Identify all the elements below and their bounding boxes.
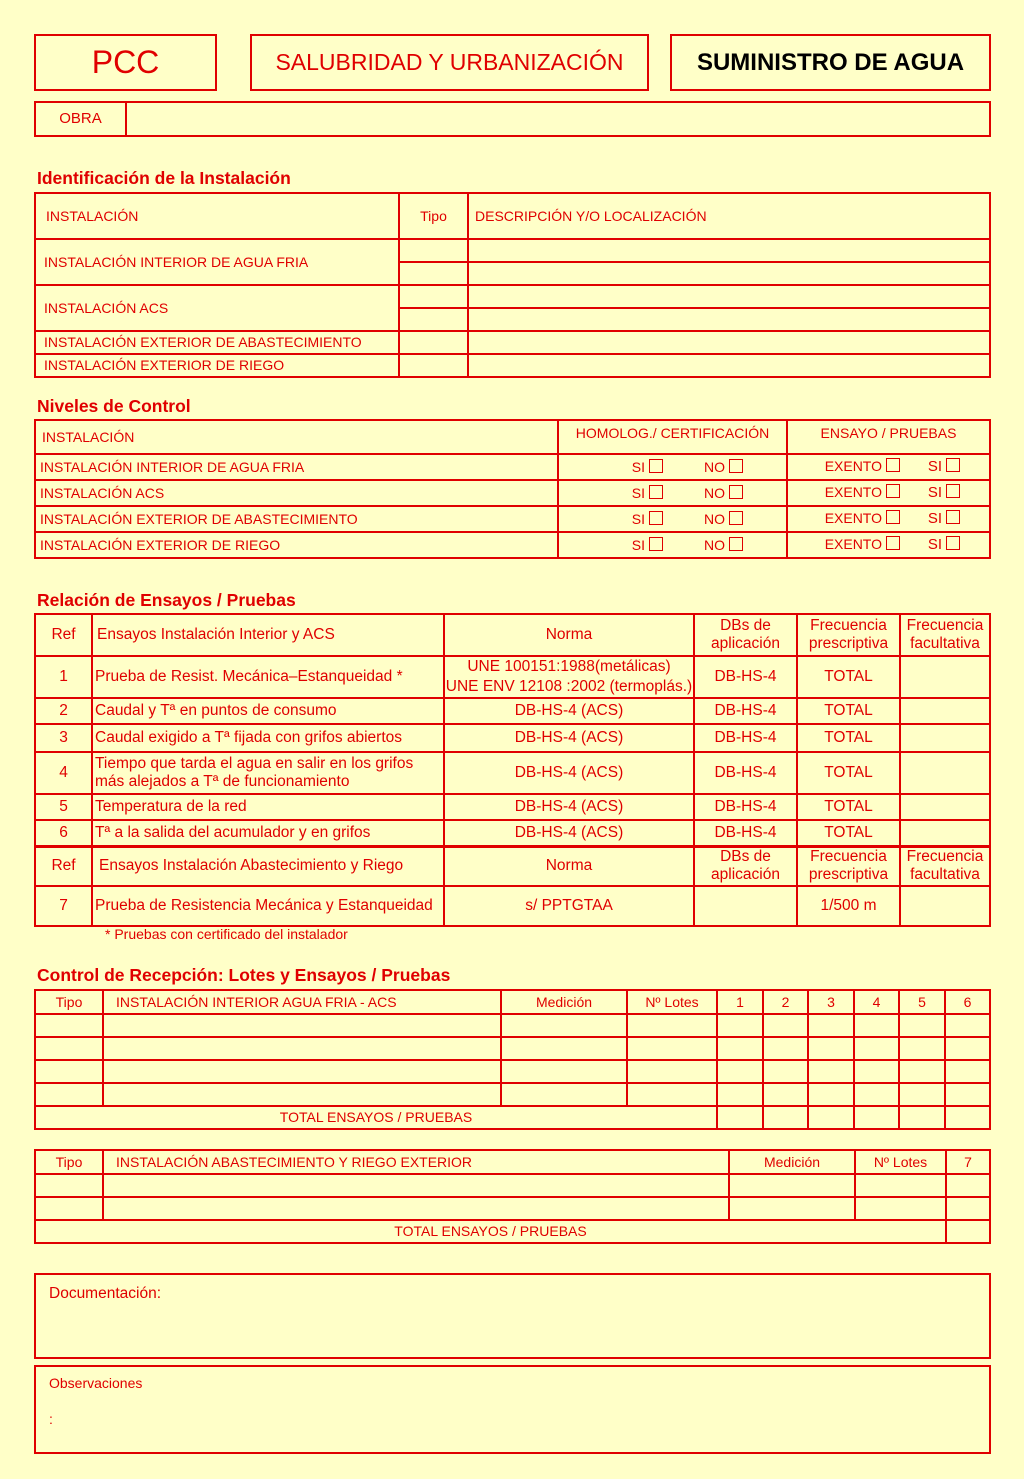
norma-line: UNE ENV 12108 :2002 (termoplás.) bbox=[445, 678, 693, 695]
cell[interactable] bbox=[808, 1106, 854, 1129]
facultativa-cell[interactable] bbox=[900, 698, 990, 724]
cell[interactable] bbox=[729, 1197, 855, 1220]
col-dbs: DBs de aplicación bbox=[694, 614, 797, 656]
cell[interactable] bbox=[854, 1106, 899, 1129]
table-row bbox=[35, 1174, 990, 1197]
section-relacion: Relación de Ensayos / Pruebas bbox=[37, 590, 296, 610]
row-interior-agua-fria: INSTALACIÓN INTERIOR DE AGUA FRIA bbox=[35, 239, 399, 285]
cell[interactable] bbox=[945, 1060, 990, 1083]
ensayo-cell: Tª a la salida del acumulador y en grifos bbox=[92, 820, 444, 846]
recepcion-table-2 bbox=[34, 1149, 991, 1244]
facultativa-cell[interactable] bbox=[900, 752, 990, 794]
cell[interactable] bbox=[855, 1174, 946, 1197]
norma-cell: DB-HS-4 (ACS) bbox=[444, 820, 694, 846]
col-instalacion: INSTALACIÓN INTERIOR AGUA FRIA - ACS bbox=[103, 990, 501, 1014]
si-label: SI bbox=[631, 510, 645, 527]
row-acs: INSTALACIÓN ACS bbox=[35, 285, 399, 331]
row-exterior-abastecimiento: INSTALACIÓN EXTERIOR DE ABASTECIMIENTO bbox=[35, 331, 399, 354]
desc-cell[interactable] bbox=[468, 354, 990, 377]
row-exterior-riego: INSTALACIÓN EXTERIOR DE RIEGO bbox=[35, 354, 399, 377]
niveles-row-label: INSTALACIÓN EXTERIOR DE RIEGO bbox=[35, 532, 558, 558]
desc-cell[interactable] bbox=[468, 308, 990, 331]
exento-label: EXENTO bbox=[824, 510, 882, 527]
table-row bbox=[35, 1083, 990, 1106]
si-label: SI bbox=[927, 458, 942, 476]
col-prescriptiva: Frecuencia prescriptiva bbox=[797, 846, 900, 886]
col-dbs: DBs de aplicación bbox=[694, 846, 797, 886]
col-num: 7 bbox=[946, 1150, 990, 1174]
ensayo-cell bbox=[787, 506, 990, 532]
obra-row bbox=[34, 101, 991, 137]
cell[interactable] bbox=[899, 1083, 945, 1106]
desc-cell[interactable] bbox=[468, 262, 990, 285]
col-norma: Norma bbox=[444, 846, 694, 886]
relacion-table bbox=[34, 613, 991, 927]
cell[interactable] bbox=[35, 1083, 103, 1106]
col-medicion: Medición bbox=[501, 990, 627, 1014]
norma-cell bbox=[444, 656, 694, 698]
cell[interactable] bbox=[627, 1083, 717, 1106]
checkbox-no[interactable] bbox=[729, 537, 743, 551]
table-row bbox=[35, 1037, 990, 1060]
cell[interactable] bbox=[763, 1060, 808, 1083]
ref-cell: 4 bbox=[35, 752, 92, 794]
total-label: TOTAL ENSAYOS / PRUEBAS bbox=[35, 1106, 717, 1129]
identificacion-table bbox=[34, 192, 991, 378]
col-num: 2 bbox=[763, 990, 808, 1014]
section-recepcion: Control de Recepción: Lotes y Ensayos / Pruebas bbox=[37, 965, 451, 985]
tipo-cell[interactable] bbox=[399, 354, 468, 377]
checkbox-exento[interactable] bbox=[886, 510, 900, 524]
norma-line: UNE 100151:1988(metálicas) bbox=[467, 658, 671, 676]
cell[interactable] bbox=[763, 1106, 808, 1129]
cell[interactable] bbox=[35, 1174, 103, 1197]
cell[interactable] bbox=[103, 1014, 501, 1037]
niveles-row-label: INSTALACIÓN INTERIOR DE AGUA FRIA bbox=[35, 454, 558, 480]
cell[interactable] bbox=[35, 1037, 103, 1060]
col-instalacion: INSTALACIÓN bbox=[35, 193, 399, 239]
ensayo-cell: Temperatura de la red bbox=[92, 794, 444, 820]
checkbox-exento[interactable] bbox=[886, 458, 900, 472]
checkbox-no[interactable] bbox=[729, 459, 743, 473]
cell[interactable] bbox=[501, 1060, 627, 1083]
cell[interactable] bbox=[717, 1037, 763, 1060]
tipo-cell[interactable] bbox=[399, 308, 468, 331]
facultativa-cell[interactable] bbox=[900, 820, 990, 846]
cell[interactable] bbox=[717, 1106, 763, 1129]
cell[interactable] bbox=[763, 1014, 808, 1037]
db-cell: DB-HS-4 bbox=[694, 820, 797, 846]
col-norma: Norma bbox=[444, 614, 694, 656]
col-lotes: Nº Lotes bbox=[855, 1150, 946, 1174]
checkbox-no[interactable] bbox=[729, 511, 743, 525]
cell[interactable] bbox=[946, 1197, 990, 1220]
cell[interactable] bbox=[103, 1060, 501, 1083]
ensayo-cell: Tiempo que tarda el agua en salir en los grifos más alejados a Tª de funcionamiento bbox=[92, 752, 444, 794]
facultativa-cell[interactable] bbox=[900, 724, 990, 752]
ensayo-cell: Prueba de Resistencia Mecánica y Estanqueidad bbox=[92, 886, 444, 926]
cell[interactable] bbox=[946, 1220, 990, 1243]
ensayo-cell: Prueba de Resist. Mecánica–Estanqueidad * bbox=[92, 656, 444, 698]
col-ensayos: Ensayos Instalación Abastecimiento y Riego bbox=[92, 846, 444, 886]
section-identificacion: Identificación de la Instalación bbox=[37, 168, 291, 188]
col-num: 4 bbox=[854, 990, 899, 1014]
cell[interactable] bbox=[946, 1174, 990, 1197]
ensayo-cell bbox=[787, 532, 990, 558]
recepcion-table-1 bbox=[34, 989, 991, 1130]
cell[interactable] bbox=[627, 1060, 717, 1083]
norma-cell: DB-HS-4 (ACS) bbox=[444, 752, 694, 794]
ref-cell: 3 bbox=[35, 724, 92, 752]
cell[interactable] bbox=[899, 1037, 945, 1060]
ref-cell: 5 bbox=[35, 794, 92, 820]
norma-cell: s/ PPTGTAA bbox=[444, 886, 694, 926]
cell[interactable] bbox=[899, 1106, 945, 1129]
no-label: NO bbox=[704, 536, 725, 553]
exento-label: EXENTO bbox=[824, 536, 882, 553]
norma-cell: DB-HS-4 (ACS) bbox=[444, 724, 694, 752]
checkbox-si[interactable] bbox=[649, 511, 663, 525]
si-label: SI bbox=[631, 458, 645, 475]
homolog-cell bbox=[558, 480, 787, 506]
db-cell: DB-HS-4 bbox=[694, 794, 797, 820]
col-tipo: Tipo bbox=[35, 990, 103, 1014]
obra-label: OBRA bbox=[36, 103, 127, 135]
db-cell: DB-HS-4 bbox=[694, 724, 797, 752]
db-cell: DB-HS-4 bbox=[694, 752, 797, 794]
desc-cell[interactable] bbox=[468, 239, 990, 262]
tipo-cell[interactable] bbox=[399, 331, 468, 354]
ref-cell: 1 bbox=[35, 656, 92, 698]
cell[interactable] bbox=[899, 1060, 945, 1083]
ensayo-cell bbox=[787, 480, 990, 506]
homolog-cell bbox=[558, 532, 787, 558]
col-num: 5 bbox=[899, 990, 945, 1014]
col-tipo: Tipo bbox=[35, 1150, 103, 1174]
cell[interactable] bbox=[35, 1060, 103, 1083]
ref-cell: 7 bbox=[35, 886, 92, 926]
facultativa-cell[interactable] bbox=[900, 656, 990, 698]
freq-cell: TOTAL bbox=[797, 656, 900, 698]
col-instalacion: INSTALACIÓN ABASTECIMIENTO Y RIEGO EXTERIOR bbox=[103, 1150, 729, 1174]
col-medicion: Medición bbox=[729, 1150, 855, 1174]
si-label: SI bbox=[927, 536, 942, 554]
desc-cell[interactable] bbox=[468, 331, 990, 354]
cell[interactable] bbox=[717, 1014, 763, 1037]
si-label: SI bbox=[927, 510, 942, 528]
exento-label: EXENTO bbox=[824, 458, 882, 475]
freq-cell: TOTAL bbox=[797, 752, 900, 794]
checkbox-si[interactable] bbox=[649, 485, 663, 499]
exento-label: EXENTO bbox=[824, 484, 882, 501]
db-cell: DB-HS-4 bbox=[694, 698, 797, 724]
category-box: SALUBRIDAD Y URBANIZACIÓN bbox=[250, 34, 649, 91]
cell[interactable] bbox=[854, 1060, 899, 1083]
observaciones-label: Observaciones bbox=[49, 1375, 143, 1391]
no-label: NO bbox=[704, 458, 725, 475]
si-label: SI bbox=[631, 484, 645, 501]
pcc-box: PCC bbox=[34, 34, 217, 91]
cell[interactable] bbox=[103, 1037, 501, 1060]
cell[interactable] bbox=[854, 1014, 899, 1037]
checkbox-exento[interactable] bbox=[886, 484, 900, 498]
si-label: SI bbox=[631, 536, 645, 553]
col-lotes: Nº Lotes bbox=[627, 990, 717, 1014]
col-tipo: Tipo bbox=[399, 193, 468, 239]
observaciones-box[interactable] bbox=[34, 1365, 991, 1454]
homolog-cell bbox=[558, 506, 787, 532]
si-label: SI bbox=[927, 484, 942, 502]
col-homolog: HOMOLOG./ CERTIFICACIÓN bbox=[558, 420, 787, 454]
checkbox-si[interactable] bbox=[649, 537, 663, 551]
checkbox-si[interactable] bbox=[946, 484, 960, 498]
cell[interactable] bbox=[35, 1014, 103, 1037]
col-ref: Ref bbox=[35, 614, 92, 656]
ensayo-cell bbox=[787, 454, 990, 480]
norma-cell: DB-HS-4 (ACS) bbox=[444, 698, 694, 724]
cell[interactable] bbox=[808, 1014, 854, 1037]
no-label: NO bbox=[704, 484, 725, 501]
col-prescriptiva: Frecuencia prescriptiva bbox=[797, 614, 900, 656]
cell[interactable] bbox=[717, 1060, 763, 1083]
norma-cell: DB-HS-4 (ACS) bbox=[444, 794, 694, 820]
table-row bbox=[35, 1014, 990, 1037]
cell[interactable] bbox=[945, 1083, 990, 1106]
cell[interactable] bbox=[103, 1083, 501, 1106]
col-num: 1 bbox=[717, 990, 763, 1014]
total-label: TOTAL ENSAYOS / PRUEBAS bbox=[35, 1220, 946, 1243]
col-num: 3 bbox=[808, 990, 854, 1014]
cell[interactable] bbox=[945, 1014, 990, 1037]
homolog-cell bbox=[558, 454, 787, 480]
checkbox-exento[interactable] bbox=[886, 536, 900, 550]
cell[interactable] bbox=[35, 1197, 103, 1220]
ensayo-cell: Caudal exigido a Tª fijada con grifos abiertos bbox=[92, 724, 444, 752]
cell[interactable] bbox=[763, 1037, 808, 1060]
niveles-row-label: INSTALACIÓN ACS bbox=[35, 480, 558, 506]
col-descripcion: DESCRIPCIÓN Y/O LOCALIZACIÓN bbox=[468, 193, 990, 239]
checkbox-si[interactable] bbox=[946, 510, 960, 524]
niveles-row-label: INSTALACIÓN EXTERIOR DE ABASTECIMIENTO bbox=[35, 506, 558, 532]
cell[interactable] bbox=[854, 1083, 899, 1106]
cell[interactable] bbox=[103, 1197, 729, 1220]
checkbox-si[interactable] bbox=[946, 536, 960, 550]
col-facultativa: Frecuencia facultativa bbox=[900, 846, 990, 886]
documentacion-box[interactable] bbox=[34, 1273, 991, 1359]
document-title: SUMINISTRO DE AGUA bbox=[670, 34, 991, 91]
relacion-note: * Pruebas con certificado del instalador bbox=[105, 926, 348, 942]
freq-cell: TOTAL bbox=[797, 794, 900, 820]
cell[interactable] bbox=[729, 1174, 855, 1197]
niveles-table bbox=[34, 419, 991, 559]
cell[interactable] bbox=[808, 1083, 854, 1106]
cell[interactable] bbox=[103, 1174, 729, 1197]
col-ref: Ref bbox=[35, 846, 92, 886]
tipo-cell[interactable] bbox=[399, 285, 468, 308]
documentacion-label: Documentación: bbox=[49, 1285, 162, 1302]
facultativa-cell[interactable] bbox=[900, 886, 990, 926]
db-cell: DB-HS-4 bbox=[694, 656, 797, 698]
cell[interactable] bbox=[501, 1083, 627, 1106]
obra-field[interactable] bbox=[129, 103, 989, 135]
checkbox-no[interactable] bbox=[729, 485, 743, 499]
cell[interactable] bbox=[854, 1037, 899, 1060]
freq-cell: TOTAL bbox=[797, 698, 900, 724]
col-facultativa: Frecuencia facultativa bbox=[900, 614, 990, 656]
cell[interactable] bbox=[855, 1197, 946, 1220]
ref-cell: 2 bbox=[35, 698, 92, 724]
cell[interactable] bbox=[627, 1014, 717, 1037]
cell[interactable] bbox=[945, 1106, 990, 1129]
observaciones-colon: : bbox=[49, 1411, 53, 1427]
desc-cell[interactable] bbox=[468, 285, 990, 308]
cell[interactable] bbox=[717, 1083, 763, 1106]
freq-cell: TOTAL bbox=[797, 820, 900, 846]
section-niveles: Niveles de Control bbox=[37, 396, 191, 416]
facultativa-cell[interactable] bbox=[900, 794, 990, 820]
cell[interactable] bbox=[899, 1014, 945, 1037]
tipo-cell[interactable] bbox=[399, 262, 468, 285]
col-num: 6 bbox=[945, 990, 990, 1014]
checkbox-si[interactable] bbox=[649, 459, 663, 473]
cell[interactable] bbox=[808, 1037, 854, 1060]
checkbox-si[interactable] bbox=[946, 458, 960, 472]
cell[interactable] bbox=[501, 1037, 627, 1060]
table-row bbox=[35, 1060, 990, 1083]
table-row bbox=[35, 1197, 990, 1220]
cell[interactable] bbox=[501, 1014, 627, 1037]
ref-cell: 6 bbox=[35, 820, 92, 846]
cell[interactable] bbox=[808, 1060, 854, 1083]
tipo-cell[interactable] bbox=[399, 239, 468, 262]
col-instalacion: INSTALACIÓN bbox=[35, 420, 558, 454]
cell[interactable] bbox=[945, 1037, 990, 1060]
freq-cell: 1/500 m bbox=[797, 886, 900, 926]
ensayo-cell: Caudal y Tª en puntos de consumo bbox=[92, 698, 444, 724]
db-cell bbox=[694, 886, 797, 926]
no-label: NO bbox=[704, 510, 725, 527]
freq-cell: TOTAL bbox=[797, 724, 900, 752]
col-ensayos: Ensayos Instalación Interior y ACS bbox=[92, 614, 444, 656]
cell[interactable] bbox=[763, 1083, 808, 1106]
cell[interactable] bbox=[627, 1037, 717, 1060]
col-ensayo: ENSAYO / PRUEBAS bbox=[787, 420, 990, 454]
